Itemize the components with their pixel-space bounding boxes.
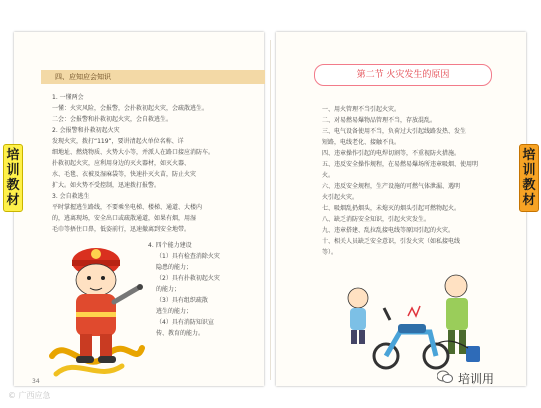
left-body-text	[52, 92, 252, 235]
cause-line: 等）。	[322, 249, 338, 256]
body-line: 扑救初起火灾，应利用身边的灭火器材，如灭火器、	[52, 160, 191, 167]
tab-char: 培	[522, 148, 536, 163]
body-line: 平时掌握逃生路线，不要乘坐电梯、楼梯、通道、大楼内	[52, 204, 203, 211]
body-line: 3. 会自救逃生	[52, 193, 90, 200]
right-body-text	[322, 104, 522, 258]
cause-line: 火。	[322, 172, 335, 179]
watermark-right: 培训用	[458, 372, 495, 386]
body-line: 毛巾等捂住口鼻，低姿前行，迅速撤离到安全地带。	[52, 226, 191, 233]
cause-line: 四、违章操作引起的电焊切割等，不重视防火措施。	[322, 150, 461, 157]
cause-line: 一、用火管理不当引起火灾。	[322, 106, 401, 113]
ability-line: （4）具有消防知识宣	[156, 319, 214, 326]
left-tab-label	[3, 144, 23, 212]
body-line: 1. 一懂两会	[52, 94, 84, 101]
tab-char: 训	[522, 163, 536, 178]
body-line: 扩大。如火势不受控制，迅速拨打报警。	[52, 182, 161, 189]
cause-line: 七、吸烟乱扔烟头，未熄灭的烟头引起可燃物起火。	[322, 205, 461, 212]
wechat-icon	[437, 370, 453, 384]
book-spine	[270, 40, 271, 380]
ability-line: （1）具有检查消除火灾	[156, 253, 220, 260]
ability-line: （2）具有扑救初起火灾	[156, 275, 220, 282]
page-number: 34	[32, 378, 40, 385]
cause-line: 火引起火灾。	[322, 194, 359, 201]
scooter-charging-illustration	[338, 268, 486, 374]
tab-char: 训	[6, 163, 20, 178]
cause-line: 三、电气设备使用不当，负荷过大引起线路发热、发生	[322, 128, 467, 135]
cause-line: 十、相关人员缺乏安全意识，引发火灾（如私接电线	[322, 238, 461, 245]
body-line: 一懂：火灾风险，会报警，会扑救初起火灾，会疏散逃生。	[52, 105, 209, 112]
ability-line: 逃生的能力；	[156, 308, 193, 315]
ability-line: （3）具有组织疏散	[156, 297, 208, 304]
ability-line: 隐患的能力；	[156, 264, 193, 271]
cause-line: 五、违反安全操作规程，在易燃易爆场所违章吸烟、使用明	[322, 161, 479, 168]
cause-line: 短路，电线老化、接触不良。	[322, 139, 401, 146]
cause-line: 六、违反安全规程，生产设施的可燃气体泄漏、遇明	[322, 183, 461, 190]
ability-line: 的能力；	[156, 286, 181, 293]
cause-line: 二、对易燃易爆物品管理不当，存放混乱。	[322, 117, 437, 124]
tab-char: 教	[522, 178, 536, 193]
body-line: 2. 会报警和扑救初起火灾	[52, 127, 120, 134]
body-line: 细地址、燃烧物质、火势大小等，并派人在路口接应消防车。	[52, 149, 215, 156]
tab-char: 教	[6, 178, 20, 193]
cause-line: 九、违章搭建、乱拉乱接电线等原因引起的火灾。	[322, 227, 455, 234]
right-section-header: 第二节 火灾发生的原因	[314, 64, 492, 86]
cause-line: 八、缺乏消防安全知识，引起火灾发生。	[322, 216, 431, 223]
tab-char: 材	[522, 193, 536, 208]
tab-char: 材	[6, 193, 20, 208]
right-tab-label	[519, 144, 539, 212]
tab-char: 培	[6, 148, 20, 163]
left-section-header: 四、应知应会知识	[41, 70, 265, 84]
body-line: 发现火灾，拨打“119”，要讲清起火单位名称、详	[52, 138, 184, 145]
body-line: 的，逃离现场，安全出口或疏散通道，如果有烟，用湿	[52, 215, 197, 222]
watermark-left: © 广西应急	[8, 391, 51, 400]
body-line: 二会：会报警和扑救初起火灾，会自救逃生。	[52, 116, 173, 123]
ability-line: 传、教育的能力。	[156, 330, 205, 337]
ability-line: 4. 四个能力建设	[148, 242, 192, 249]
firefighter-illustration	[46, 236, 154, 384]
ability-list	[148, 240, 258, 339]
body-line: 水、毛毯、衣被及湿麻袋等，快速扑灭火苗，防止火灾	[52, 171, 197, 178]
